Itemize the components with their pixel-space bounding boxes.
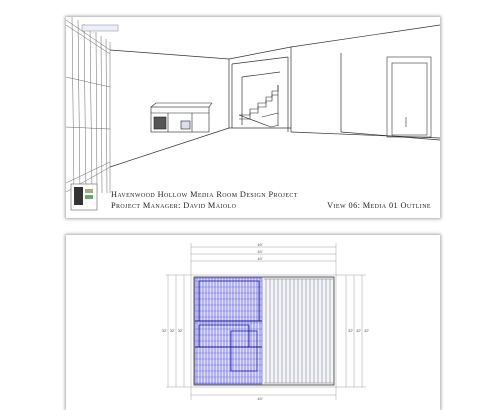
dim-left-3: 32' — [177, 328, 183, 333]
dim-right-2: 32' — [356, 328, 362, 333]
dim-right-1: 32' — [348, 328, 354, 333]
staircase — [239, 85, 279, 127]
left-wall-wireframe — [66, 17, 110, 193]
project-manager: Project Manager: David Maiolo — [111, 201, 237, 210]
camera-tag — [82, 25, 118, 31]
dim-right-3: 32' — [364, 328, 370, 333]
dim-left-2: 32' — [169, 328, 175, 333]
dim-bottom: 40' — [257, 396, 263, 401]
project-title: Havenwood Hollow Media Room Design Project — [111, 190, 298, 199]
framing-blue — [195, 278, 262, 384]
floor-plan-sheet — [66, 235, 440, 410]
door — [387, 57, 431, 137]
dim-top-1: 40' — [257, 242, 263, 247]
title-block — [111, 189, 431, 211]
media-console — [151, 103, 212, 132]
dim-top-2: 40' — [257, 249, 263, 254]
dim-left-1: 32' — [161, 328, 167, 333]
perspective-drawing — [66, 17, 440, 218]
floor-plan-drawing — [66, 235, 440, 410]
dim-top-3: 40' — [257, 256, 263, 261]
perspective-sheet — [66, 17, 440, 218]
view-label: View 06: Media 01 Outline — [327, 201, 431, 210]
